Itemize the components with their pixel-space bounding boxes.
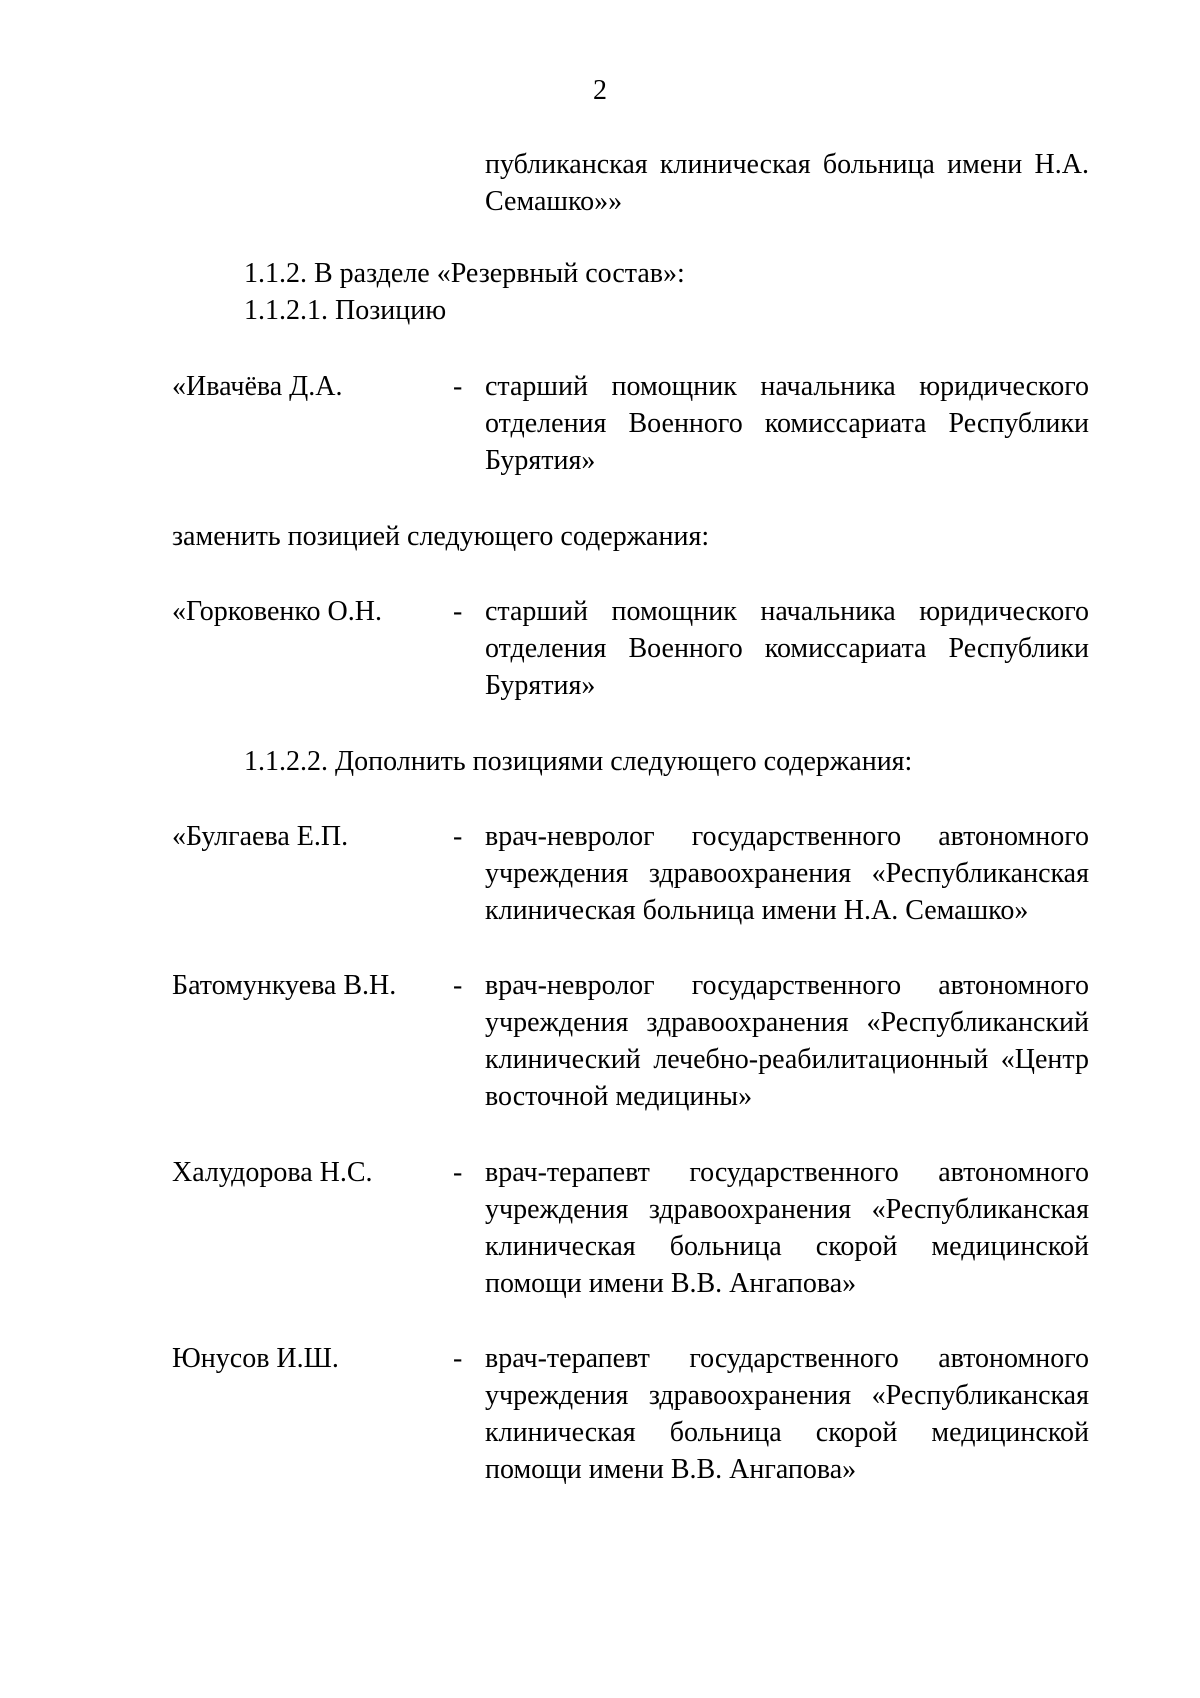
entry-dash: - (453, 1343, 463, 1374)
entry-name: «Ивачёва Д.А. (172, 371, 343, 402)
entry-name: Батомункуева В.Н. (172, 970, 397, 1001)
entry-description: врач-невролог государственного автономного учреждения здравоохранения «Республиканский клинический лечебно-реабилитационный «Центр восточной медицины» (485, 970, 1089, 1112)
entry-name: «Горковенко О.Н. (172, 596, 382, 627)
entry-name: Юнусов И.Ш. (172, 1343, 339, 1374)
entry-description: врач-терапевт государственного автономного учреждения здравоохранения «Республиканская клиническая больница скорой медицинской помощи имени В.В. Ангапова» (485, 1343, 1089, 1485)
entry-name: Халудорова Н.С. (172, 1157, 373, 1188)
entry-dash: - (453, 596, 463, 627)
entry-dash: - (453, 970, 463, 1001)
entry-description: врач-терапевт государственного автономного учреждения здравоохранения «Республиканская клиническая больница скорой медицинской помощи имени В.В. Ангапова» (485, 1157, 1089, 1299)
add-heading: 1.1.2.2. Дополнить позициями следующего содержания: (244, 746, 913, 777)
replace-instruction: заменить позицией следующего содержания: (172, 521, 710, 552)
entry-description: врач-невролог государственного автономного учреждения здравоохранения «Республиканская клиническая больница имени Н.А. Семашко» (485, 821, 1089, 926)
entry-dash: - (453, 1157, 463, 1188)
section-heading: 1.1.2. В разделе «Резервный состав»: (244, 258, 685, 289)
page-number: 2 (593, 75, 607, 106)
section-subheading: 1.1.2.1. Позицию (244, 295, 447, 326)
entry-description: старший помощник начальника юридического отделения Военного комиссариата Республики Бурятия» (485, 371, 1089, 476)
entry-dash: - (453, 821, 463, 852)
entry-name: «Булгаева Е.П. (172, 821, 349, 852)
entry-dash: - (453, 371, 463, 402)
continuation-text: публиканская клиническая больница имени Н.А. Семашко»» (485, 149, 1089, 217)
entry-description: старший помощник начальника юридического отделения Военного комиссариата Республики Бурятия» (485, 596, 1089, 701)
